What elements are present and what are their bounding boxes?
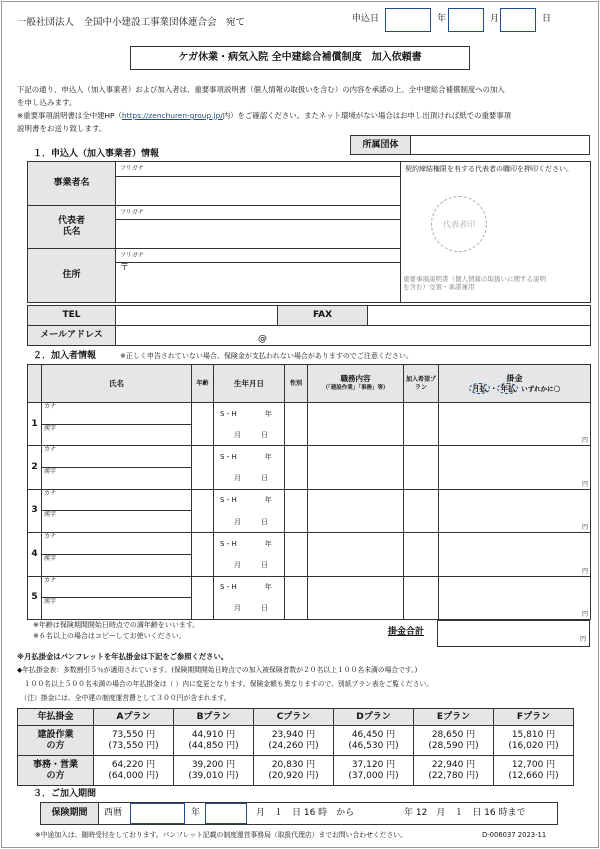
member-age-input[interactable] bbox=[192, 533, 214, 576]
col-job-main: 職務内容 bbox=[340, 374, 371, 383]
member-job-input[interactable] bbox=[308, 576, 404, 619]
month-unit: 月 bbox=[234, 560, 241, 569]
plan-value-alt: (44,850 円) bbox=[188, 740, 239, 751]
member-dob-top[interactable] bbox=[214, 489, 285, 511]
company-furigana[interactable] bbox=[116, 162, 401, 177]
plan-value: 28,650 円 bbox=[431, 729, 476, 740]
member-table bbox=[27, 364, 591, 403]
member-age-input[interactable] bbox=[192, 576, 214, 619]
member-dob-bottom[interactable] bbox=[214, 424, 285, 446]
day-unit: 日 bbox=[261, 474, 268, 483]
member-row bbox=[27, 445, 591, 489]
col-age: 年齢 bbox=[192, 365, 214, 403]
email-input[interactable] bbox=[116, 326, 591, 346]
start-month-input[interactable] bbox=[205, 803, 247, 824]
at-mark: @ bbox=[258, 334, 267, 344]
seal-area bbox=[401, 162, 591, 303]
plan-cell bbox=[334, 756, 414, 786]
seal-note: 契約締結権限を有する代表者の職印を押印ください。 bbox=[405, 165, 573, 173]
homepage-link[interactable]: https://zenchuren-group.jp/ bbox=[121, 111, 223, 120]
member-kana-input[interactable] bbox=[42, 533, 192, 555]
intro-line2: を申し込みます。 bbox=[17, 98, 77, 107]
apply-date-label: 申込日 bbox=[352, 14, 380, 24]
year-unit: 年 bbox=[264, 583, 272, 592]
premium-note1: ※月払掛金はパンフレットを年払掛金は下記をご参照ください。 bbox=[17, 652, 229, 661]
plan-f: Fプラン bbox=[494, 709, 574, 726]
month-unit: 月 bbox=[234, 604, 241, 613]
plan-value: 64,220 円 bbox=[111, 759, 156, 770]
total-yen: 円 bbox=[579, 636, 586, 643]
kanji-label: 漢字 bbox=[44, 468, 57, 476]
row-office-label bbox=[18, 756, 94, 786]
address-furigana[interactable] bbox=[116, 249, 401, 263]
plan-value-alt: (24,260 円) bbox=[268, 740, 319, 751]
era-label: S・H bbox=[220, 583, 237, 592]
member-kana-input[interactable] bbox=[42, 489, 192, 511]
applicant-table bbox=[27, 161, 591, 303]
affiliation-input[interactable] bbox=[411, 136, 590, 155]
total-label: 掛金合計 bbox=[388, 627, 425, 637]
row-number: 1 bbox=[28, 403, 42, 446]
col-premium-label: 掛金 bbox=[506, 373, 523, 383]
member-kanji-input[interactable] bbox=[42, 468, 192, 490]
row-construction-label bbox=[18, 726, 94, 756]
member-dob-top[interactable] bbox=[214, 533, 285, 555]
member-sex-input[interactable] bbox=[285, 489, 308, 532]
plan-e: Eプラン bbox=[414, 709, 494, 726]
doc-id: D-006037 2023-11 bbox=[482, 831, 547, 839]
col-dob: 生年月日 bbox=[214, 365, 285, 403]
member-dob-bottom[interactable] bbox=[214, 598, 285, 620]
member-dob-bottom[interactable] bbox=[214, 554, 285, 576]
row-number: 5 bbox=[28, 576, 42, 619]
member-row bbox=[27, 402, 591, 446]
kanji-label: 漢字 bbox=[44, 598, 57, 606]
row-num-header bbox=[28, 365, 42, 403]
plan-c: Cプラン bbox=[254, 709, 334, 726]
plan-value-alt: (22,780 円) bbox=[428, 770, 479, 781]
member-premium-input[interactable] bbox=[439, 403, 591, 446]
to-text: 年 12 月 １ 日 16 時まで bbox=[404, 808, 526, 818]
plan-cell bbox=[254, 756, 334, 786]
member-job-input[interactable] bbox=[308, 489, 404, 532]
furigana-label: フリガナ bbox=[120, 208, 144, 216]
member-age-input[interactable] bbox=[192, 446, 214, 489]
member-plan-input[interactable] bbox=[404, 403, 439, 446]
consent-note: 重要事項説明書（個人情報の取扱いに関する説明を含む）受領・承諾兼用 bbox=[403, 275, 546, 291]
total-input[interactable] bbox=[437, 620, 590, 647]
kana-label: カナ bbox=[44, 533, 57, 541]
plan-value: 22,940 円 bbox=[431, 759, 476, 770]
row-number: 2 bbox=[28, 446, 42, 489]
from-text: 月 １ 日 16 時 から bbox=[256, 808, 355, 818]
member-plan-input[interactable] bbox=[404, 576, 439, 619]
start-year-input[interactable] bbox=[130, 803, 185, 824]
plan-cell bbox=[494, 726, 574, 756]
tel-input[interactable] bbox=[116, 306, 278, 326]
era-label: S・H bbox=[220, 452, 237, 461]
plan-cell bbox=[94, 756, 174, 786]
start-year-unit: 年 bbox=[191, 808, 201, 818]
plan-value: 46,450 円 bbox=[351, 729, 396, 740]
premium-note3: １００名以上５００名未満の場合の年払掛金は（ ）内に変更となります。保険金額も異なりますので、別紙プラン表をご覧ください。 bbox=[17, 680, 434, 688]
plan-value: 20,830 円 bbox=[271, 759, 316, 770]
plan-cell bbox=[494, 756, 574, 786]
rep-input[interactable] bbox=[116, 220, 401, 249]
member-plan-input[interactable] bbox=[404, 489, 439, 532]
kana-label: カナ bbox=[44, 576, 57, 584]
member-age-input[interactable] bbox=[192, 403, 214, 446]
rep-label bbox=[28, 206, 116, 249]
yen-label: 円 bbox=[581, 524, 588, 532]
footer-note: ※中途加入は、随時受付をしております。パンフレット記載の制度運営事務局（取扱代理店）までお問い合わせください。 bbox=[35, 831, 407, 839]
plan-cell bbox=[414, 756, 494, 786]
plan-value-alt: (46,530 円) bbox=[348, 740, 399, 751]
col-job bbox=[308, 365, 404, 403]
member-job-input[interactable] bbox=[308, 533, 404, 576]
day-unit: 日 bbox=[261, 430, 268, 439]
postal-mark: 〒 bbox=[120, 263, 130, 273]
kana-label: カナ bbox=[44, 489, 57, 497]
section3-title: ３．ご加入期間 bbox=[33, 789, 97, 799]
construction-label-1: 建設作業 bbox=[37, 729, 74, 740]
plan-value-alt: (12,660 円) bbox=[508, 770, 559, 781]
plan-value-alt: (16,020 円) bbox=[508, 740, 559, 751]
kanji-label: 漢字 bbox=[44, 424, 57, 432]
member-dob-top[interactable] bbox=[214, 576, 285, 598]
plan-cell bbox=[174, 756, 254, 786]
member-premium-input[interactable] bbox=[439, 446, 591, 489]
yen-label: 円 bbox=[581, 567, 588, 575]
plan-value: 44,910 円 bbox=[191, 729, 236, 740]
affiliation-label: 所属団体 bbox=[351, 136, 411, 155]
member-premium-input[interactable] bbox=[439, 489, 591, 532]
furigana-label: フリガナ bbox=[120, 165, 144, 172]
member-kana-input[interactable] bbox=[42, 403, 192, 425]
affiliation-table bbox=[350, 135, 590, 155]
member-row bbox=[27, 532, 591, 576]
rep-furigana[interactable] bbox=[116, 206, 401, 220]
fax-input[interactable] bbox=[368, 306, 591, 326]
furigana-label: フリガナ bbox=[120, 251, 144, 259]
day-unit: 日 bbox=[261, 604, 268, 613]
rep-label-1: 代表者 bbox=[57, 216, 85, 226]
plan-cell bbox=[334, 726, 414, 756]
plan-value: 73,550 円 bbox=[111, 729, 156, 740]
member-kanji-input[interactable] bbox=[42, 424, 192, 446]
plan-a: Aプラン bbox=[94, 709, 174, 726]
member-plan-input[interactable] bbox=[404, 446, 439, 489]
intro-note-prefix: ※重要事項説明書は全中建HP（ bbox=[17, 111, 122, 120]
plan-cell bbox=[174, 726, 254, 756]
member-job-input[interactable] bbox=[308, 446, 404, 489]
plan-value: 23,940 円 bbox=[271, 729, 316, 740]
day-unit: 日 bbox=[542, 14, 552, 24]
annual-option[interactable]: 年払 bbox=[497, 383, 518, 394]
member-kana-input[interactable] bbox=[42, 576, 192, 598]
era-label: S・H bbox=[220, 496, 237, 505]
col-job-sub: （「建設作業」「事務」等） bbox=[322, 385, 389, 391]
section2-title: ２．加入者情報 bbox=[33, 351, 97, 361]
member-kanji-input[interactable] bbox=[42, 511, 192, 533]
col-plan: 加入希望プラン bbox=[404, 365, 439, 403]
member-age-input[interactable] bbox=[192, 489, 214, 532]
member-sex-input[interactable] bbox=[285, 576, 308, 619]
col-premium: 掛金 月払 ・ 年払 いずれかに〇 bbox=[439, 365, 591, 403]
col-name: 氏名 bbox=[42, 365, 192, 403]
section2-note: ※正しく申告されていない場合、保険金が支払われない場合がありますのでご注意ください。 bbox=[120, 352, 413, 360]
plan-value: 12,700 円 bbox=[511, 759, 556, 770]
plan-value-alt: (20,920 円) bbox=[268, 770, 319, 781]
plan-value-alt: (73,550 円) bbox=[108, 740, 159, 751]
period-label: 保険期間 bbox=[41, 803, 99, 824]
row-number: 3 bbox=[28, 489, 42, 532]
yen-label: 円 bbox=[581, 437, 588, 445]
intro-line3 bbox=[17, 111, 597, 121]
col-sex: 性別 bbox=[285, 365, 308, 403]
year-unit: 年 bbox=[264, 409, 272, 418]
era-label: S・H bbox=[220, 539, 237, 548]
member-dob-bottom[interactable] bbox=[214, 468, 285, 490]
plan-value: 15,810 円 bbox=[511, 729, 556, 740]
contact-table bbox=[27, 305, 591, 346]
kanji-label: 漢字 bbox=[44, 511, 57, 519]
kanji-label: 漢字 bbox=[44, 554, 57, 562]
plan-cell bbox=[254, 726, 334, 756]
intro-line4: 説明書をお送り致します。 bbox=[17, 124, 107, 133]
plan-value-alt: (37,000 円) bbox=[348, 770, 399, 781]
plan-value: 39,200 円 bbox=[191, 759, 236, 770]
year-unit: 年 bbox=[437, 14, 447, 24]
member-kana-input[interactable] bbox=[42, 446, 192, 468]
page-title: ケガ休業・病気入院 全中建総合補償制度 加入依頼書 bbox=[130, 46, 470, 70]
member-kanji-input[interactable] bbox=[42, 598, 192, 620]
plan-b: Bプラン bbox=[174, 709, 254, 726]
plan-value-alt: (28,590 円) bbox=[428, 740, 479, 751]
premium-either: いずれかに〇 bbox=[521, 384, 561, 393]
construction-label-2: の方 bbox=[46, 740, 65, 751]
kana-label: カナ bbox=[44, 403, 57, 410]
member-plan-input[interactable] bbox=[404, 533, 439, 576]
copy-note: ※６名以上の場合はコピーしてお使いください。 bbox=[33, 632, 186, 640]
apply-month-input[interactable] bbox=[448, 8, 484, 32]
era-label: 西暦 bbox=[104, 808, 123, 818]
year-unit: 年 bbox=[264, 539, 272, 548]
member-dob-top[interactable] bbox=[214, 446, 285, 468]
month-unit: 月 bbox=[234, 430, 241, 439]
apply-year-input[interactable] bbox=[385, 8, 431, 32]
intro-line1: 下記の通り、申込人（加入事業者）および加入者は、重要事項説明書（個人情報の取扱いを含む）の内容を承諾の上、全中建総合補償制度への加入 bbox=[17, 85, 505, 94]
section1-title: １．申込人（加入事業者）情報 bbox=[33, 149, 160, 159]
plan-table bbox=[17, 708, 574, 786]
member-sex-input[interactable] bbox=[285, 446, 308, 489]
member-row bbox=[27, 489, 591, 533]
era-label: S・H bbox=[220, 409, 237, 418]
plan-value-alt: (39,010 円) bbox=[188, 770, 239, 781]
seal-circle[interactable]: 代表者印 bbox=[431, 196, 487, 252]
rep-label-2: 氏名 bbox=[62, 227, 81, 237]
year-unit: 年 bbox=[264, 496, 272, 505]
member-job-input[interactable] bbox=[308, 403, 404, 446]
plan-cell bbox=[414, 726, 494, 756]
plan-value-alt: (64,000 円) bbox=[108, 770, 159, 781]
plan-value: 37,120 円 bbox=[351, 759, 396, 770]
tel-label: TEL bbox=[28, 306, 116, 326]
plan-cell bbox=[94, 726, 174, 756]
member-dob-top[interactable] bbox=[214, 403, 285, 425]
age-note: ※年齢は保険期間開始日時点での満年齢をいいます。 bbox=[33, 621, 200, 629]
yen-label: 円 bbox=[581, 480, 588, 488]
email-label: メールアドレス bbox=[28, 326, 116, 346]
premium-note2: ◆年払掛金表：多数割引５％が適用されています。(保険期間開始日時点での加入被保険者数が２０名以上１００名未満の場合です。) bbox=[17, 666, 418, 674]
member-sex-input[interactable] bbox=[285, 533, 308, 576]
plan-d: Dプラン bbox=[334, 709, 414, 726]
kana-label: カナ bbox=[44, 446, 57, 454]
month-unit: 月 bbox=[234, 517, 241, 526]
month-unit: 月 bbox=[490, 14, 500, 24]
day-unit: 日 bbox=[261, 560, 268, 569]
office-label-1: 事務・営業 bbox=[32, 759, 78, 770]
member-premium-input[interactable] bbox=[439, 576, 591, 619]
intro-note-suffix: 内）をご確認ください。またネット環境がない場合はお申し出頂ければ紙での重要事項 bbox=[222, 111, 512, 120]
monthly-option[interactable]: 月払 bbox=[469, 383, 490, 394]
member-premium-input[interactable] bbox=[439, 533, 591, 576]
member-row bbox=[27, 576, 591, 620]
apply-day-input[interactable] bbox=[500, 8, 536, 32]
row-number: 4 bbox=[28, 533, 42, 576]
member-sex-input[interactable] bbox=[285, 403, 308, 446]
addressee: 一般社団法人 全国中小建設工事業団体連合会 宛て bbox=[17, 17, 246, 28]
fax-label: FAX bbox=[278, 306, 368, 326]
office-label-2: の方 bbox=[46, 770, 65, 781]
year-unit: 年 bbox=[264, 452, 272, 461]
month-unit: 月 bbox=[234, 474, 241, 483]
member-kanji-input[interactable] bbox=[42, 554, 192, 576]
member-dob-bottom[interactable] bbox=[214, 511, 285, 533]
day-unit: 日 bbox=[261, 517, 268, 526]
address-input[interactable] bbox=[116, 263, 401, 303]
yen-label: 円 bbox=[581, 610, 588, 618]
company-label: 事業者名 bbox=[28, 162, 116, 206]
premium-note4: （注）掛金には、全中建の制度運営費として３００円が含まれます。 bbox=[17, 694, 231, 702]
plan-corner: 年払掛金 bbox=[18, 709, 94, 726]
company-input[interactable] bbox=[116, 177, 401, 206]
address-label: 住所 bbox=[28, 249, 116, 303]
